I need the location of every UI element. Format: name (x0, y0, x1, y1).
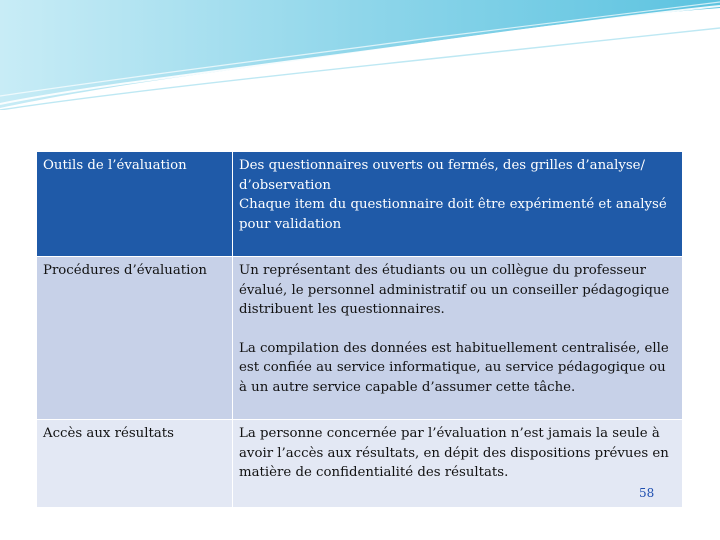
table-row (37, 152, 683, 257)
content-line: Un représentant des étudiants ou un collègue du professeur évalué, le personnel administratif ou un conseiller pédagogique distribuent les questionnaires. (239, 263, 670, 317)
row-label: Procédures d’évaluation (37, 257, 233, 420)
row-content (233, 257, 683, 420)
paragraph-gap (239, 320, 676, 339)
table-row (37, 420, 683, 508)
row-label: Accès aux résultats (37, 420, 233, 508)
header-swoosh-decoration (0, 0, 720, 110)
page-number: 58 (639, 486, 655, 500)
content-line: La compilation des données est habituellement centralisée, elle est confiée au service informatique, au service pédagogique ou à un autre service capable d’assumer cette tâche. (239, 340, 669, 395)
content-line: Chaque item du questionnaire doit être expérimenté et analysé pour validation (239, 197, 667, 232)
evaluation-table (36, 151, 683, 508)
content-line: La personne concernée par l’évaluation n’est jamais la seule à avoir l’accès aux résultats, en dépit des dispositions prévues en matière de confidentialité des résultats. (239, 426, 669, 480)
table-row (37, 257, 683, 420)
row-content (233, 152, 683, 257)
row-label: Outils de l’évaluation (37, 152, 233, 257)
content-line: Des questionnaires ouverts ou fermés, des grilles d’analyse/ d’observation (239, 158, 646, 193)
row-content (233, 420, 683, 508)
